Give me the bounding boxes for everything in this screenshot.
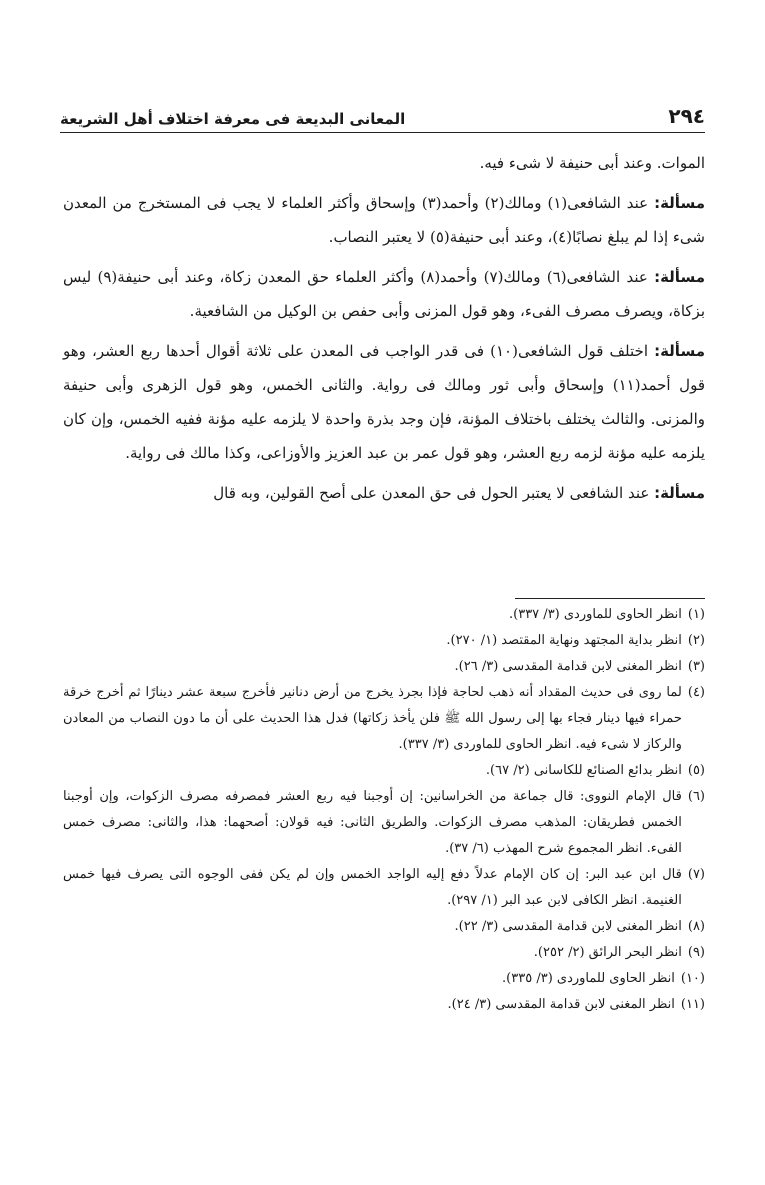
footnote <box>63 628 705 654</box>
masala-label: مسألة: <box>654 484 705 502</box>
footnote <box>63 940 705 966</box>
masala-paragraph-2 <box>63 260 705 328</box>
masala-text: عند الشافعى(١) ومالك(٢) وأحمد(٣) وإسحاق وأكثر العلماء لا يجب فى المستخرج من المعدن شىء إذا لم يبلغ نصابًا(٤)، وعند أبى حنيفة(٥) لا يعتبر النصاب. <box>63 194 705 246</box>
footnote <box>63 862 705 914</box>
footnote <box>63 992 705 1018</box>
footnote-number: (٩) <box>687 945 705 960</box>
footnote-number: (١) <box>687 607 705 622</box>
masala-text: اختلف قول الشافعى(١٠) فى قدر الواجب فى المعدن على ثلاثة أقوال أحدها ربع العشر، وهو قول أحمد(١١) وإسحاق وأبى ثور ومالك فى رواية. والثانى الخمس، وهو قول الزهرى وأبى حنيفة والمزنى. والثالث يختلف باختلاف المؤنة، فإن وجد بذرة واحدة لا يلزمه عليه مؤنة ففيه الخمس، وإن كان يلزمه عليه مؤنة لزمه ربع العشر، وهو قول عمر بن عبد العزيز والأوزاعى، وكذا مالك فى رواية. <box>63 342 705 462</box>
footnote-number: (٣) <box>687 659 705 674</box>
footnote-number: (٨) <box>687 919 705 934</box>
footnote-text: انظر الحاوى للماوردى (٣/ ٣٣٧). <box>509 607 682 622</box>
footnote-text: انظر المغنى لابن قدامة المقدسى (٣/ ٢٦). <box>454 659 682 674</box>
masala-label: مسألة: <box>654 342 705 360</box>
footnote-number: (١١) <box>680 997 705 1012</box>
masala-paragraph-4 <box>63 476 705 510</box>
footnote <box>63 758 705 784</box>
footnote-text: قال الإمام النووى: قال جماعة من الخراسانين: إن أوجبنا فيه ربع العشر فمصرفه مصرف الزكوات، وإن أوجبنا الخمس فطريقان: المذهب مصرف الزكوات. والطريق الثانى: فيه قولان: أصحهما: هذا، والثانى: مصرف خمس الفىء. انظر المجموع شرح المهذب (٦/ ٣٧). <box>63 789 682 856</box>
footnote <box>63 654 705 680</box>
masala-label: مسألة: <box>654 268 705 286</box>
footnote-text: انظر بدائع الصنائع للكاسانى (٢/ ٦٧). <box>485 763 682 778</box>
footnote <box>63 680 705 758</box>
footnote <box>63 784 705 862</box>
footnote-text: قال ابن عبد البر: إن كان الإمام عدلاً دفع إليه الواجد الخمس وإن لم يكن ففى الوجوه التى يصرف فيها خمس الغنيمة. انظر الكافى لابن عبد البر (١/ ٢٩٧). <box>63 867 682 908</box>
footnote-text: لما روى فى حديث المقداد أنه ذهب لحاجة فإذا بجرذ يخرج من أرض دنانير فأخرج سبعة عشر دينارًا ثم أخرج خرقة حمراء فيها دينار فجاء بها إلى رسول الله ﷺ فلن يأخذ زكاتها) فدل هذا الحديث على أن ما دون النصاب من المعادن والركاز لا شىء فيه. انظر الحاوى للماوردى (٣/ ٣٣٧). <box>63 685 682 752</box>
footnote-number: (٦) <box>687 789 705 804</box>
footnote-number: (٥) <box>687 763 705 778</box>
footnote-text: انظر المغنى لابن قدامة المقدسى (٣/ ٢٤). <box>447 997 675 1012</box>
footnote-text: انظر الحاوى للماوردى (٣/ ٣٣٥). <box>502 971 675 986</box>
footnote-number: (١٠) <box>680 971 705 986</box>
footnote-text: انظر المغنى لابن قدامة المقدسى (٣/ ٢٢). <box>454 919 682 934</box>
main-text <box>63 146 705 516</box>
masala-label: مسألة: <box>654 194 705 212</box>
footnote-number: (٤) <box>687 685 705 700</box>
footnote <box>63 966 705 992</box>
footnotes <box>63 602 705 1018</box>
footnote-separator <box>515 598 705 599</box>
intro-paragraph: الموات. وعند أبى حنيفة لا شىء فيه. <box>479 154 705 172</box>
masala-paragraph-1 <box>63 186 705 254</box>
masala-paragraph-3 <box>63 334 705 470</box>
footnote-number: (٢) <box>687 633 705 648</box>
footnote-number: (٧) <box>687 867 705 882</box>
masala-text: عند الشافعى(٦) ومالك(٧) وأحمد(٨) وأكثر العلماء حق المعدن زكاة، وعند أبى حنيفة(٩) ليس بزكاة، ويصرف مصرف الفىء، وهو قول المزنى وأبى حفص بن الوكيل من الشافعية. <box>63 268 705 320</box>
running-header <box>60 98 705 133</box>
book-title: المعانى البديعة فى معرفة اختلاف أهل الشريعة <box>60 110 406 128</box>
footnote-text: انظر بداية المجتهد ونهاية المقتصد (١/ ٢٧٠). <box>446 633 682 648</box>
footnote-text: انظر البحر الرائق (٢/ ٢٥٢). <box>533 945 682 960</box>
footnote <box>63 914 705 940</box>
masala-text: عند الشافعى لا يعتبر الحول فى حق المعدن على أصح القولين، وبه قال <box>213 484 650 502</box>
page-number: ٢٩٤ <box>668 104 705 128</box>
footnote <box>63 602 705 628</box>
